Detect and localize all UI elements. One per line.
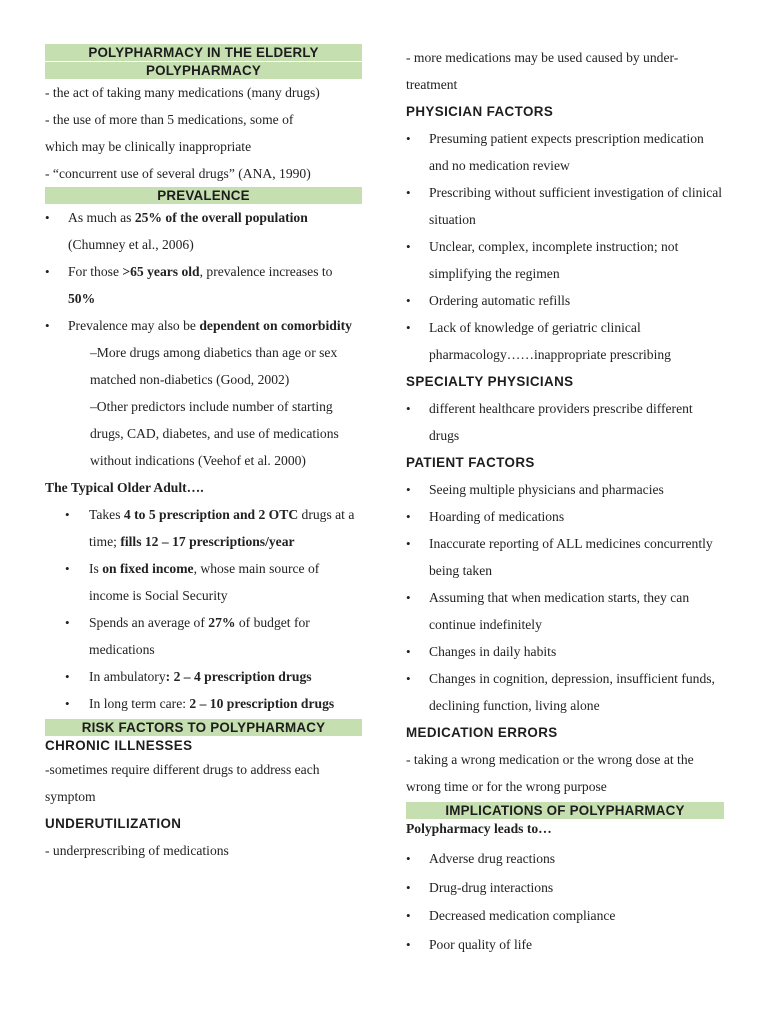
- list-item: • Presuming patient expects prescription medication and no medication review: [406, 125, 724, 179]
- list-item: • Changes in daily habits: [406, 638, 724, 665]
- title-band: POLYPHARMACY IN THE ELDERLY: [45, 44, 362, 61]
- list-item: • Seeing multiple physicians and pharmacies: [406, 476, 724, 503]
- list-item: • In ambulatory: 2 – 4 prescription drugs: [45, 663, 362, 690]
- typical-adult-list: [45, 501, 362, 717]
- patient-factors-heading: PATIENT FACTORS: [406, 455, 535, 470]
- physician-factors-heading: PHYSICIAN FACTORS: [406, 104, 554, 119]
- definition-line: which may be clinically inappropriate: [45, 139, 252, 154]
- patient-factors-list: [406, 476, 724, 719]
- undertreatment-text: - more medications may be used caused by under-treatment: [406, 50, 679, 92]
- list-item: • Ordering automatic refills: [406, 287, 724, 314]
- underutilization-heading: UNDERUTILIZATION: [45, 816, 182, 831]
- list-item: • Is on fixed income, whose main source of income is Social Security: [45, 555, 362, 609]
- medication-errors-heading: MEDICATION ERRORS: [406, 725, 558, 740]
- definition-block: [45, 79, 362, 187]
- list-item: • Prescribing without sufficient investigation of clinical situation: [406, 179, 724, 233]
- leads-to-heading: Polypharmacy leads to…: [406, 821, 552, 836]
- list-item: • Hoarding of medications: [406, 503, 724, 530]
- list-item: • different healthcare providers prescribe different drugs: [406, 395, 724, 449]
- list-item: • For those >65 years old, prevalence increases to 50%: [45, 258, 362, 312]
- list-item: • Assuming that when medication starts, they can continue indefinitely: [406, 584, 724, 638]
- prevalence-band: PREVALENCE: [45, 187, 362, 204]
- typical-adult-heading: The Typical Older Adult….: [45, 480, 204, 495]
- list-item: • Takes 4 to 5 prescription and 2 OTC drugs at a time; fills 12 – 17 prescriptions/year: [45, 501, 362, 555]
- list-item: • Poor quality of life: [406, 931, 724, 960]
- list-item: • Lack of knowledge of geriatric clinical pharmacology……inappropriate prescribing: [406, 314, 724, 368]
- physician-factors-list: [406, 125, 724, 368]
- list-item: • Unclear, complex, incomplete instruction; not simplifying the regimen: [406, 233, 724, 287]
- medication-errors-text: - taking a wrong medication or the wrong dose at the wrong time or for the wrong purpose: [406, 752, 694, 794]
- underutilization-text: - underprescribing of medications: [45, 843, 229, 858]
- chronic-illnesses-text: -sometimes require different drugs to address each symptom: [45, 762, 320, 804]
- list-item: • As much as 25% of the overall population (Chumney et al., 2006): [45, 204, 362, 258]
- list-item: • Adverse drug reactions: [406, 845, 724, 874]
- subtitle-band: POLYPHARMACY: [45, 62, 362, 79]
- implications-band: IMPLICATIONS OF POLYPHARMACY: [406, 802, 724, 819]
- list-item: • Prevalence may also be dependent on comorbidity: [45, 312, 362, 339]
- list-item: • Spends an average of 27% of budget for medications: [45, 609, 362, 663]
- right-column: [406, 44, 724, 959]
- list-item: • Inaccurate reporting of ALL medicines concurrently being taken: [406, 530, 724, 584]
- definition-line: - “concurrent use of several drugs” (ANA, 1990): [45, 166, 311, 181]
- implications-list: [406, 845, 724, 959]
- sub-point: –Other predictors include number of starting drugs, CAD, diabetes, and use of medications without indications (Veehof et al. 2000): [90, 399, 339, 468]
- left-column: [45, 44, 362, 864]
- sub-point: –More drugs among diabetics than age or sex matched non-diabetics (Good, 2002): [90, 345, 338, 387]
- chronic-illnesses-heading: CHRONIC ILLNESSES: [45, 738, 193, 753]
- prevalence-subpoints: [45, 339, 362, 474]
- risk-factors-band: RISK FACTORS TO POLYPHARMACY: [45, 719, 362, 736]
- specialty-physicians-heading: SPECIALTY PHYSICIANS: [406, 374, 574, 389]
- list-item: • Changes in cognition, depression, insufficient funds, declining function, living alone: [406, 665, 724, 719]
- specialty-physicians-list: [406, 395, 724, 449]
- list-item: • Drug-drug interactions: [406, 874, 724, 903]
- prevalence-list: [45, 204, 362, 339]
- definition-line: - the use of more than 5 medications, some of: [45, 112, 294, 127]
- list-item: • Decreased medication compliance: [406, 902, 724, 931]
- list-item: • In long term care: 2 – 10 prescription drugs: [45, 690, 362, 717]
- definition-line: - the act of taking many medications (many drugs): [45, 85, 320, 100]
